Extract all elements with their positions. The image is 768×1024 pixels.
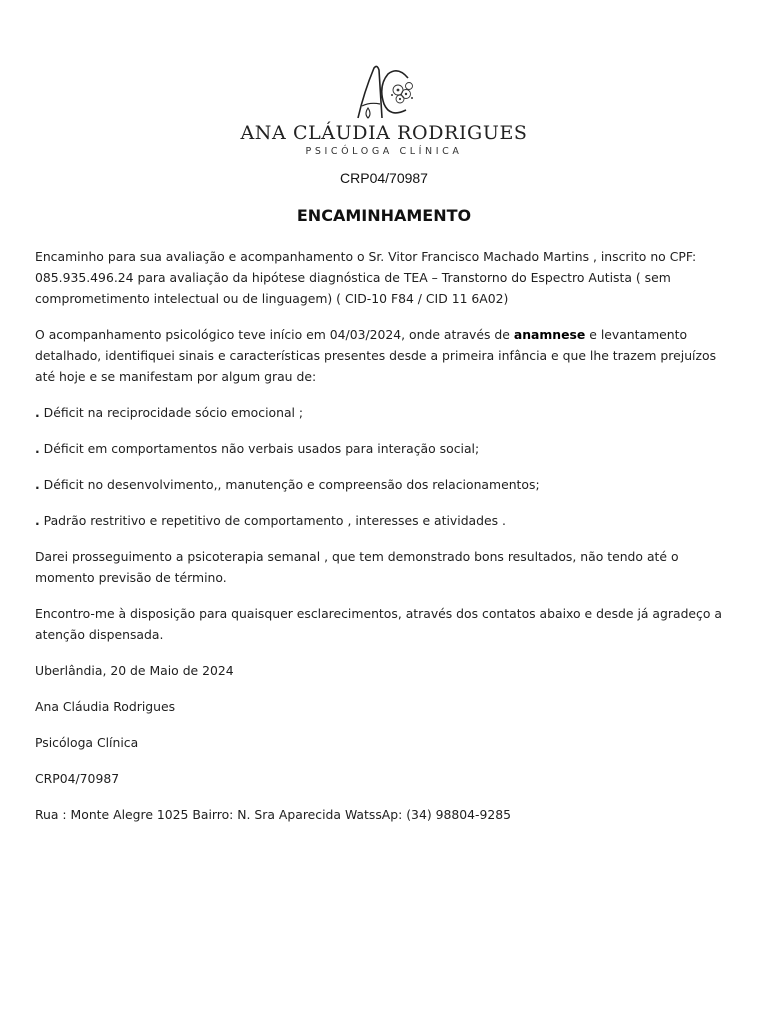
paragraph-followup	[35, 324, 725, 387]
signature-name: Ana Cláudia Rodrigues	[35, 699, 176, 714]
ac-monogram-logo-icon	[354, 62, 420, 120]
paragraph-continuation: Darei prosseguimento a psicoterapia semanal , que tem demonstrado bons resultados, não tendo até o momento previsão de término.	[35, 549, 679, 585]
anamnese-emphasis: anamnese	[513, 327, 586, 342]
list-item-text: Déficit na reciprocidade sócio emocional ;	[39, 405, 304, 420]
paragraph-followup-end: e levantamento detalhado, identifiquei sinais e características presentes desde a primeira infância e que lhe trazem prejuízos até hoje e se manifestam por algum grau de:	[35, 327, 717, 384]
signature-crp: CRP04/70987	[35, 771, 120, 786]
document-title: ENCAMINHAMENTO	[296, 206, 472, 225]
brand-name: ANA CLÁUDIA RODRIGUES	[240, 122, 528, 144]
paragraph-followup-start: O acompanhamento psicológico teve início em 04/03/2024, onde através de	[35, 327, 514, 342]
list-item-text: Padrão restritivo e repetitivo de comportamento , interesses e atividades .	[39, 513, 506, 528]
bullet-marker: .	[35, 513, 40, 528]
contact-info: Rua : Monte Alegre 1025 Bairro: N. Sra Aparecida WatssAp: (34) 98804-9285	[35, 807, 512, 822]
list-item	[35, 510, 725, 531]
list-item	[35, 402, 725, 423]
place-date: Uberlândia, 20 de Maio de 2024	[35, 663, 234, 678]
bullet-marker: .	[35, 477, 40, 492]
paragraph-referral: Encaminho para sua avaliação e acompanhamento o Sr. Vitor Francisco Machado Martins , inscrito no CPF: 085.935.496.24 para avaliação da hipótese diagnóstica de TEA – Transtorno do Espectro Autista ( sem comprometimento intelectual ou de linguagem) ( CID-10 F84 / CID 11 6A02)	[35, 249, 697, 306]
list-item	[35, 438, 725, 459]
bullet-marker: .	[35, 405, 40, 420]
document-body	[35, 246, 725, 840]
paragraph-closing: Encontro-me à disposição para quaisquer esclarecimentos, através dos contatos abaixo e desde já agradeço a atenção dispensada.	[35, 606, 722, 642]
crp-number-header: CRP04/70987	[340, 170, 428, 186]
list-item-text: Déficit em comportamentos não verbais usados para interação social;	[39, 441, 480, 456]
list-item	[35, 474, 725, 495]
bullet-marker: .	[35, 441, 40, 456]
list-item-text: Déficit no desenvolvimento,, manutenção e compreensão dos relacionamentos;	[39, 477, 540, 492]
brand-subtitle: PSICÓLOGA CLÍNICA	[305, 146, 463, 157]
signature-role: Psicóloga Clínica	[35, 735, 139, 750]
